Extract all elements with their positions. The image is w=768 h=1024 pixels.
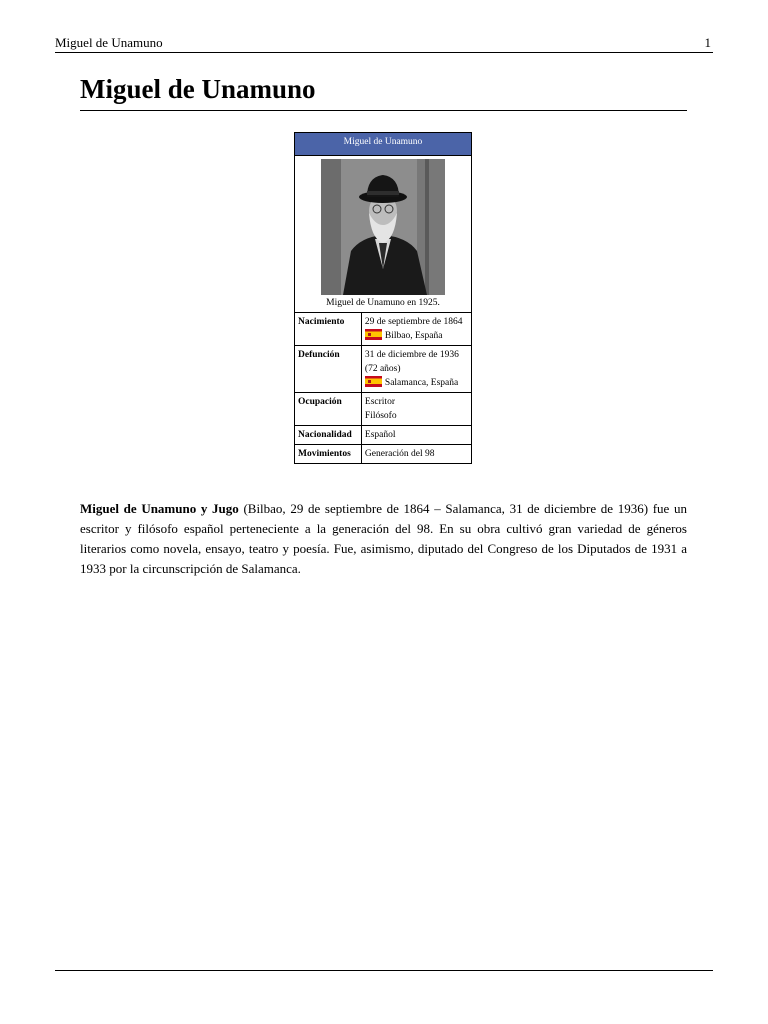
page-title: Miguel de Unamuno [80, 70, 687, 111]
footer-rule [55, 970, 713, 971]
birth-date: 29 de septiembre de 1864 [364, 317, 463, 327]
occupation-label: Ocupación [295, 393, 362, 426]
infobox-row-death [295, 346, 472, 393]
birth-value [361, 313, 471, 346]
infobox-row-nationality [295, 426, 472, 445]
portrait-photo[interactable] [321, 159, 445, 295]
birth-place[interactable]: Bilbao, España [384, 331, 443, 341]
movements-label: Movimientos [295, 445, 362, 464]
movements-value[interactable]: Generación del 98 [361, 445, 471, 464]
running-header-title: Miguel de Unamuno [55, 35, 163, 50]
death-label: Defunción [295, 346, 362, 393]
infobox-heading: Miguel de Unamuno [295, 133, 472, 156]
lead-paragraph-text: (Bilbao, 29 de septiembre de 1864 – Salamanca, 31 de diciembre de 1936) fue un escritor y filósofo español perteneciente a la generación del 98. En su obra cultivó gran variedad de géneros literarios como novela, ensayo, teatro y poesía. Fue, asimismo, diputado del Congreso de los Diputados de 1931 a 1933 por la circunscripción de Salamanca. [80, 501, 687, 576]
death-age: (72 años) [364, 364, 401, 374]
birth-label: Nacimiento [295, 313, 362, 346]
infobox-row-occupation [295, 393, 472, 426]
photo-caption: Miguel de Unamuno en 1925. [326, 298, 440, 308]
infobox-row-birth [295, 313, 472, 346]
lead-bold-name: Miguel de Unamuno y Jugo [80, 501, 239, 516]
spain-flag-icon [365, 329, 382, 340]
occupation-item[interactable]: Filósofo [364, 411, 397, 421]
death-place[interactable]: Salamanca, España [384, 378, 459, 388]
page-number: 1 [704, 35, 711, 50]
death-value [361, 346, 471, 393]
spain-flag-icon [365, 376, 382, 387]
nationality-label: Nacionalidad [295, 426, 362, 445]
nationality-value[interactable]: Español [361, 426, 471, 445]
death-date: 31 de diciembre de 1936 [364, 350, 459, 360]
occupation-value [361, 393, 471, 426]
infobox-row-movements [295, 445, 472, 464]
infobox [294, 132, 472, 464]
body-paragraph [80, 499, 687, 579]
running-header [55, 34, 713, 53]
occupation-item[interactable]: Escritor [364, 397, 395, 407]
portrait-figure [321, 159, 445, 295]
infobox-photo-cell [295, 156, 472, 313]
